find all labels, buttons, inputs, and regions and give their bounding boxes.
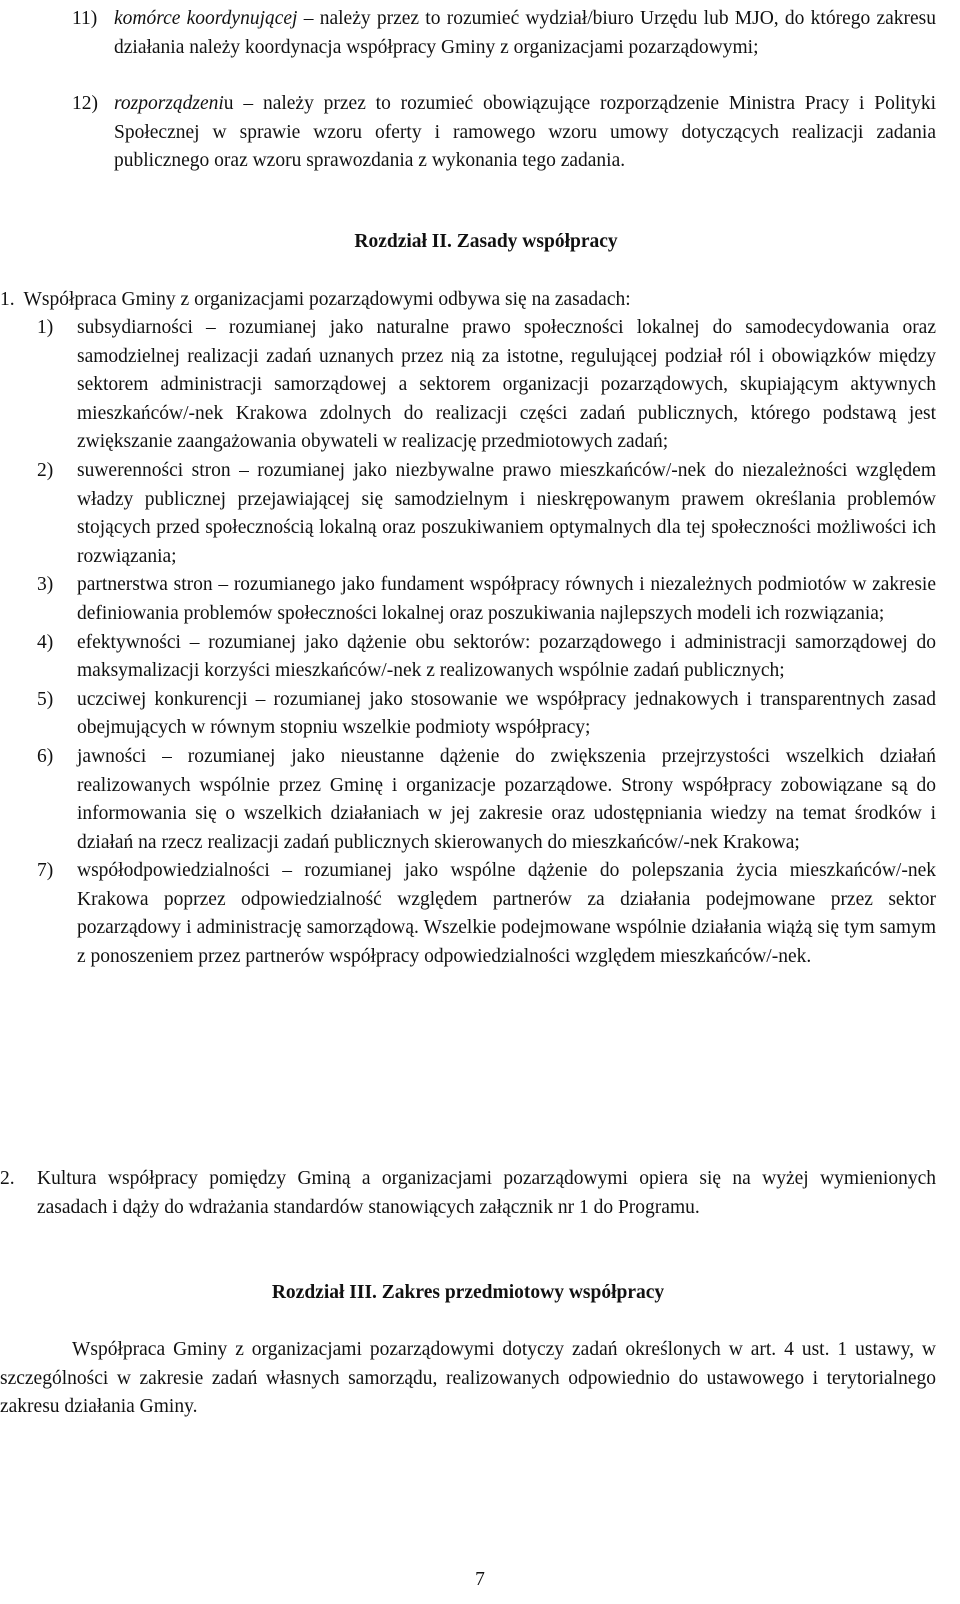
page-number: 7 — [475, 1569, 485, 1590]
list-item-text: współodpowiedzialności – rozumianej jako wspólne dążenie do polepszania życia mieszkańców/-nek Krakowa poprzez odpowiedzialność względem partnerów za działania podejmowane przez sektor pozarządowy i administrację samorządową. Wszelkie podejmowane wspólnie działania wiążą się tym samym z ponoszeniem przez partnerów współpracy odpowiedzialności względem mieszkańców/-nek. — [77, 860, 936, 968]
point-text: Kultura współpracy pomiędzy Gminą a organizacjami pozarządowymi opiera się na wyżej wymienionych zasadach i dąży do wdrażania standardów stanowiących załącznik nr 1 do Programu. — [37, 1168, 936, 1218]
list-item-number: 1) — [37, 317, 54, 338]
list-item — [37, 857, 936, 971]
definition-term-suffix: u — [223, 93, 234, 114]
list-item-text: partnerstwa stron – rozumianego jako fundament współpracy równych i niezależnych podmiotów w zakresie definiowania problemów społeczności lokalnej oraz poszukiwania najlepszych modeli ich rozwiązania; — [77, 574, 936, 624]
list-item-text: jawności – rozumianej jako nieustanne dążenie do zwiększenia przejrzystości wszelkich działań realizowanych wspólnie przez Gminę i organizacje pozarządowe. Strony współpracy zobowiązane są do informowania się o wszelkich działaniach w jej zakresie oraz udostępniania wiedzy na temat środków i działań na rzecz realizacji zadań publicznych skierowanych do mieszkańców/-nek Krakowa; — [77, 745, 936, 853]
list-item — [37, 571, 936, 628]
definition-text: – należy przez to rozumieć wydział/biuro Urzędu lub MJO, do którego zakresu działania należy koordynacja współpracy Gminy z organizacjami pozarządowymi; — [114, 8, 937, 58]
list-item — [37, 457, 936, 571]
definition-item — [72, 90, 936, 176]
chapter-heading: Rozdział II. Zasady współpracy — [354, 231, 618, 252]
numbered-point — [0, 286, 940, 315]
point-number: 2. — [0, 1168, 15, 1189]
point-number: 1. — [0, 289, 15, 310]
list-item-number: 7) — [37, 860, 54, 882]
numbered-point — [0, 1165, 936, 1222]
definition-body — [114, 5, 936, 62]
point-text: Współpraca Gminy z organizacjami pozarządowymi odbywa się na zasadach: — [23, 289, 631, 310]
definition-text: – należy przez to rozumieć obowiązujące rozporządzenie Ministra Pracy i Polityki Społecznej w sprawie wzoru oferty i ramowego wzoru umowy dotyczących realizacji zadania publicznego oraz wzoru sprawozdania z wykonania tego zadania. — [114, 93, 937, 172]
list-item-text: subsydiarności – rozumianej jako naturalne prawo społeczności lokalnej do samodecydowania oraz samodzielnej realizacji zadań uznanych przez nią za istotne, regulującej podział ról i obowiązków między sektorem administracji samorządowej a sektorem organizacji pozarządowych, skupiającym aktywnych mieszkańców/-nek Krakowa zdolnych do realizacji części zadań publicznych, którego podstawą jest zwiększanie zaangażowania obywateli w realizację przedmiotowych zadań; — [77, 317, 936, 453]
definition-item — [72, 5, 936, 62]
list-item-number: 2) — [37, 459, 54, 481]
list-item-text: uczciwej konkurencji – rozumianej jako stosowanie we współpracy jednakowych i transparentnych zasad obejmujących w równym stopniu wszelkie podmioty współpracy; — [77, 688, 936, 739]
list-item — [37, 743, 936, 857]
principles-list — [37, 314, 936, 972]
list-item-text: efektywności – rozumianej jako dążenie obu sektorów: pozarządowego i administracji samorządowej do maksymalizacji korzyści mieszkańców/-nek z realizowanych wspólnie zadań publicznych; — [77, 631, 936, 682]
list-item-number: 4) — [37, 631, 54, 653]
definition-number: 12) — [72, 93, 98, 114]
definition-term: rozporządzeni — [114, 93, 224, 114]
list-item — [37, 314, 936, 457]
list-item — [37, 629, 936, 686]
list-item-text: suwerenności stron – rozumianej jako niezbywalne prawo mieszkańców/-nek do niezależności względem władzy publicznej przejawiającej się samodzielnym i nieskrępowanym prawem określania problemów stojących przed społecznością lokalną oraz poszukiwaniem optymalnych dla tej społeczności możliwości ich rozwiązania; — [77, 459, 936, 567]
list-item-number: 3) — [37, 574, 54, 596]
definition-term: komórce koordynującej — [114, 8, 298, 29]
definition-body — [114, 90, 936, 176]
list-item — [37, 686, 936, 743]
chapter-heading: Rozdział III. Zakres przedmiotowy współpracy — [271, 1282, 665, 1303]
chapter-paragraph: Współpraca Gminy z organizacjami pozarządowymi dotyczy zadań określonych w art. 4 ust. 1 ustawy, w szczególności w zakresie zadań własnych samorządu, realizowanych odpowiednio do ustawowego i terytorialnego zakresu działania Gminy. — [0, 1339, 936, 1418]
list-item-number: 6) — [37, 745, 54, 767]
definition-number: 11) — [72, 8, 98, 29]
list-item-number: 5) — [37, 688, 54, 710]
